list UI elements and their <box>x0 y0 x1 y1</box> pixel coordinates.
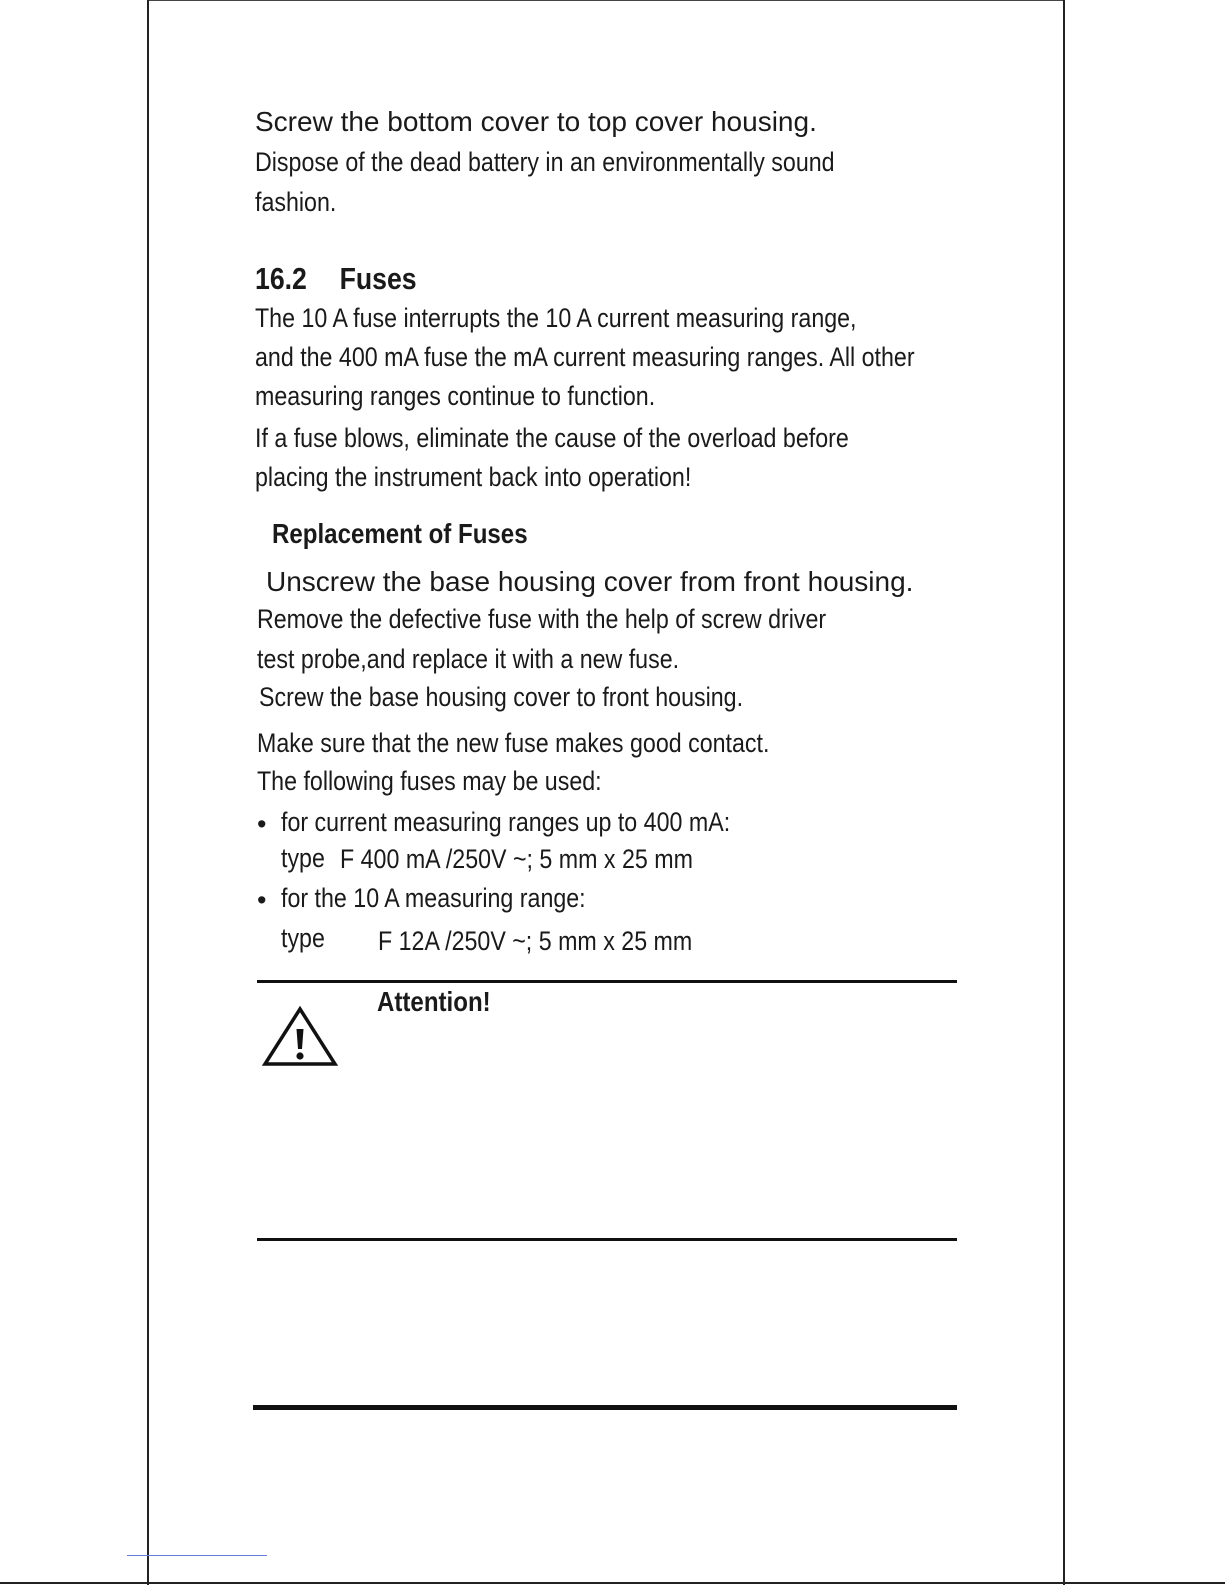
section-heading <box>255 263 417 295</box>
attention-heading: Attention! <box>377 986 491 1017</box>
section-end-rule <box>253 1405 957 1410</box>
fuse-list-bullet-1: • <box>257 809 267 839</box>
fuses-line-1: The 10 A fuse interrupts the 10 A current measuring range, <box>255 303 857 333</box>
fuse-list-type-1: type <box>281 843 325 873</box>
fuses-line-3: measuring ranges continue to function. <box>255 381 656 411</box>
warning-triangle-icon <box>262 1005 338 1067</box>
link-underline <box>127 1555 267 1556</box>
replacement-line-1: Unscrew the base housing cover from front housing. <box>266 566 914 597</box>
fuses-line-5: placing the instrument back into operation! <box>255 462 692 492</box>
fuse-list-type-2: type <box>281 923 325 953</box>
replacement-line-4: Screw the base housing cover to front housing. <box>259 682 744 712</box>
section-number: 16.2 <box>255 261 307 296</box>
battery-line-3: fashion. <box>255 187 337 217</box>
battery-line-1: Screw the bottom cover to top cover housing. <box>255 106 817 137</box>
replacement-line-6: The following fuses may be used: <box>257 766 602 796</box>
fuse-list-item-1: for current measuring ranges up to 400 mA: <box>281 807 731 837</box>
fuse-list-spec-1: F 400 mA /250V ~; 5 mm x 25 mm <box>340 844 693 874</box>
attention-rule-bottom <box>257 1238 957 1241</box>
battery-line-2: Dispose of the dead battery in an environmentally sound <box>255 147 835 177</box>
fuse-list-item-2: for the 10 A measuring range: <box>281 883 586 913</box>
page-border-top <box>147 0 1065 1</box>
attention-rule-top <box>257 980 957 983</box>
page-border-right <box>1063 0 1065 1585</box>
replacement-heading: Replacement of Fuses <box>272 518 528 549</box>
fuse-list-bullet-2: • <box>257 885 267 915</box>
fuse-list-spec-2: F 12A /250V ~; 5 mm x 25 mm <box>378 926 693 956</box>
section-title: Fuses <box>339 261 417 296</box>
page-border-bottom <box>0 1582 1225 1584</box>
replacement-line-5: Make sure that the new fuse makes good contact. <box>257 728 770 758</box>
page-border-left <box>147 0 149 1585</box>
fuses-line-2: and the 400 mA fuse the mA current measuring ranges. All other <box>255 342 915 372</box>
replacement-line-3: test probe,and replace it with a new fuse. <box>257 644 680 674</box>
replacement-line-2: Remove the defective fuse with the help of screw driver <box>257 604 827 634</box>
fuses-line-4: If a fuse blows, eliminate the cause of the overload before <box>255 423 849 453</box>
